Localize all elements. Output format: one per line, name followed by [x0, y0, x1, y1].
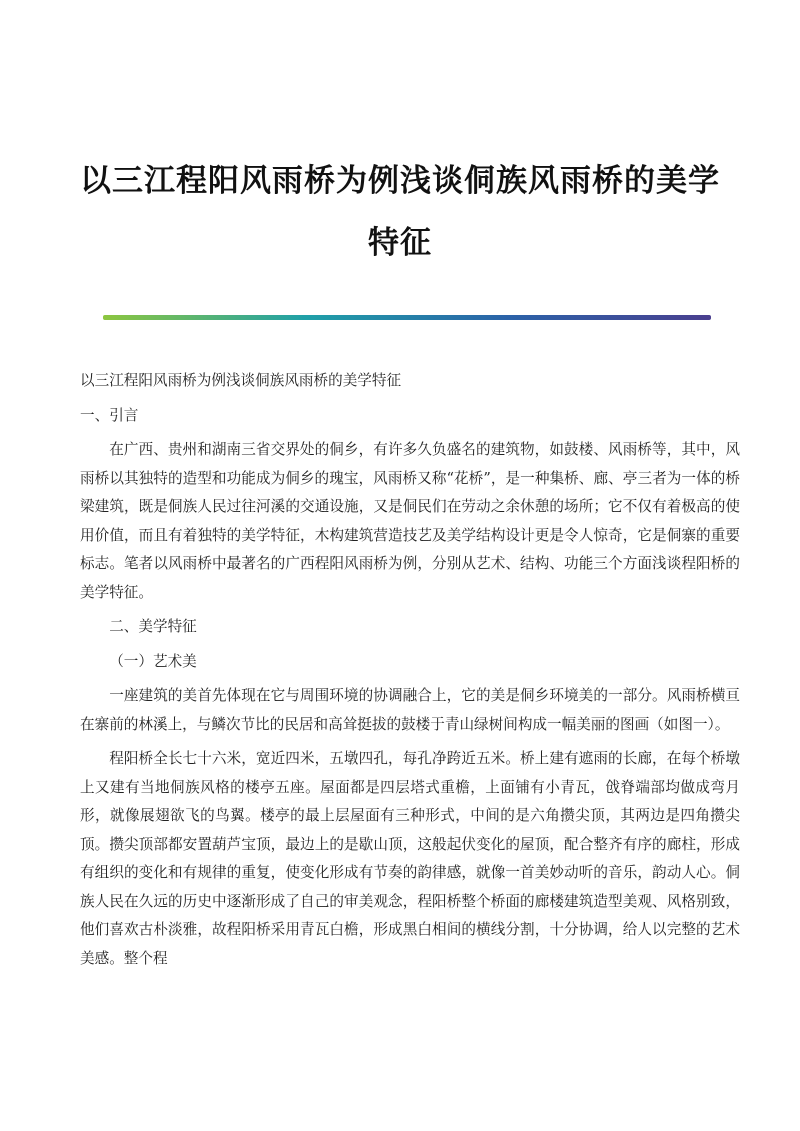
subsection-heading-art: （一）艺术美 [109, 652, 197, 670]
document-title: 以三江程阳风雨桥为例浅谈侗族风雨桥的美学特征 [80, 163, 720, 261]
paragraph-art-environment: 一座建筑的美首先体现在它与周围环境的协调融合上，它的美是侗乡环境美的一部分。风雨桥横亘在寨前的林溪上，与鳞次节比的民居和高耸挺拔的鼓楼于青山绿树间构成一幅美丽的图画（如图一）。 [80, 687, 740, 733]
title-divider [103, 315, 711, 320]
document-body [80, 367, 740, 973]
paragraph-introduction: 在广西、贵州和湖南三省交界处的侗乡，有许多久负盛名的建筑物，如鼓楼、风雨桥等，其中，风雨桥以其独特的造型和功能成为侗乡的瑰宝，风雨桥又称“花桥”，是一种集桥、廊、亭三者为一体的桥梁建筑，既是侗族人民过往河溪的交通设施，又是侗民们在劳动之余休憩的场所；它不仅有着极高的使用价值，而且有着独特的美学特征，木构建筑营造技艺及美学结构设计更是令人惊奇，它是侗寨的重要标志。笔者以风雨桥中最著名的广西程阳风雨桥为例，分别从艺术、结构、功能三个方面浅谈程阳桥的美学特征。 [80, 441, 740, 601]
section-heading-aesthetics: 二、美学特征 [109, 618, 197, 635]
paragraph-art-structure: 程阳桥全长七十六米，宽近四米，五墩四孔，每孔净跨近五米。桥上建有遮雨的长廊，在每个桥墩上又建有当地侗族风格的楼亭五座。屋面都是四层塔式重檐，上面铺有小青瓦，戗脊端部均做成弯月形，就像展翅欲飞的鸟翼。楼亭的最上层屋面有三种形式，中间的是六角攒尖顶，其两边是四角攒尖顶。攒尖顶部都安置葫芦宝顶，最边上的是歇山顶，这般起伏变化的屋顶，配合整齐有序的廊柱，形成有组织的变化和有规律的重复，使变化形成有节奏的韵律感，就像一首美妙动听的音乐，韵动人心。侗族人民在久远的历史中逐渐形成了自己的审美观念，程阳桥整个桥面的廊楼建筑造型美观、风格别致，他们喜欢古朴淡雅，故程阳桥采用青瓦白檐，形成黑白相间的横线分割，十分协调，给人以完整的艺术美感。整个程 [80, 750, 740, 967]
section-heading-introduction: 一、引言 [80, 406, 139, 424]
document-subtitle: 以三江程阳风雨桥为例浅谈侗族风雨桥的美学特征 [80, 372, 402, 389]
